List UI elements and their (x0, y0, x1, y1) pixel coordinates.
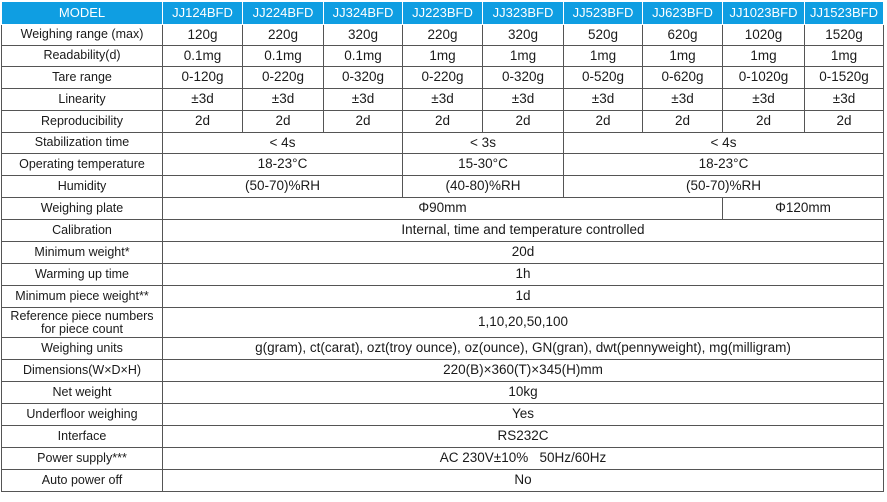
cell-value: < 3s (403, 133, 564, 154)
row-label (2, 308, 163, 338)
row-linearity (2, 89, 884, 111)
row-label: Linearity (2, 89, 163, 111)
cell-value: 1mg (483, 46, 564, 67)
row-label: Net weight (2, 382, 163, 404)
cell-value: 1mg (403, 46, 483, 67)
row-reference-piece-numbers (2, 308, 884, 338)
row-label-line: Reference piece numbers (10, 309, 154, 323)
cell-value: 2d (243, 111, 324, 133)
row-label: Operating temperature (2, 154, 163, 176)
cell-value: 120g (163, 25, 243, 46)
cell-value: 0.1mg (163, 46, 243, 67)
row-label: Weighing plate (2, 198, 163, 220)
cell-value: No (163, 470, 884, 492)
row-stabilization-time (2, 133, 884, 154)
cell-value: 2d (564, 111, 643, 133)
row-label: Weighing units (2, 338, 163, 360)
cell-value: ±3d (403, 89, 483, 111)
cell-value: 1mg (805, 46, 884, 67)
row-reproducibility (2, 111, 884, 133)
cell-value: 0-1520g (805, 67, 884, 89)
row-interface (2, 426, 884, 448)
cell-value: 2d (324, 111, 403, 133)
model-column-header: JJ1023BFD (723, 2, 805, 25)
row-label: Interface (2, 426, 163, 448)
cell-value: 0-1020g (723, 67, 805, 89)
cell-value: 0-520g (564, 67, 643, 89)
model-column-header: JJ223BFD (403, 2, 483, 25)
cell-value: 0.1mg (324, 46, 403, 67)
cell-value: (40-80)%RH (403, 176, 564, 198)
row-label: Calibration (2, 220, 163, 242)
row-net-weight (2, 382, 884, 404)
row-label-line: for piece count (41, 321, 123, 336)
row-label: Readability(d) (2, 46, 163, 67)
cell-value: 220g (243, 25, 324, 46)
model-column-header: JJ124BFD (163, 2, 243, 25)
model-header: MODEL (2, 2, 163, 25)
row-power-supply (2, 448, 884, 470)
row-label: Stabilization time (2, 133, 163, 154)
cell-value: 20d (163, 242, 884, 264)
cell-value: ±3d (564, 89, 643, 111)
cell-value: 1,10,20,50,100 (163, 308, 884, 338)
cell-value: 1mg (643, 46, 723, 67)
row-weighing-units (2, 338, 884, 360)
cell-value: 2d (483, 111, 564, 133)
cell-value: 220g (403, 25, 483, 46)
cell-value: 1h (163, 264, 884, 286)
spec-table (1, 1, 884, 492)
cell-value: ±3d (643, 89, 723, 111)
cell-value: 1d (163, 286, 884, 308)
row-operating-temperature (2, 154, 884, 176)
row-minimum-weight (2, 242, 884, 264)
row-dimensions (2, 360, 884, 382)
cell-value: ±3d (805, 89, 884, 111)
cell-value: 0-220g (403, 67, 483, 89)
cell-value: 620g (643, 25, 723, 46)
cell-value: 320g (324, 25, 403, 46)
cell-value: 520g (564, 25, 643, 46)
model-column-header: JJ523BFD (564, 2, 643, 25)
cell-value: 1mg (723, 46, 805, 67)
cell-value: 18-23°C (163, 154, 403, 176)
cell-value: 0-220g (243, 67, 324, 89)
model-column-header: JJ1523BFD (805, 2, 884, 25)
cell-value: ±3d (163, 89, 243, 111)
row-readability (2, 46, 884, 67)
cell-value: Internal, time and temperature controlled (163, 220, 884, 242)
cell-value: 0-320g (324, 67, 403, 89)
cell-value: 1020g (723, 25, 805, 46)
cell-value: 15-30°C (403, 154, 564, 176)
row-label: Minimum weight* (2, 242, 163, 264)
cell-value: (50-70)%RH (163, 176, 403, 198)
model-column-header: JJ623BFD (643, 2, 723, 25)
cell-value: 0-320g (483, 67, 564, 89)
row-label: Underfloor weighing (2, 404, 163, 426)
cell-value: 320g (483, 25, 564, 46)
cell-value: ±3d (723, 89, 805, 111)
cell-value: 18-23°C (564, 154, 884, 176)
cell-value: ±3d (243, 89, 324, 111)
cell-value: Φ90mm (163, 198, 723, 220)
cell-value: 2d (163, 111, 243, 133)
row-label: Tare range (2, 67, 163, 89)
cell-value: < 4s (564, 133, 884, 154)
cell-value: < 4s (163, 133, 403, 154)
cell-value: 1mg (564, 46, 643, 67)
row-underfloor-weighing (2, 404, 884, 426)
cell-value: 2d (805, 111, 884, 133)
row-minimum-piece-weight (2, 286, 884, 308)
cell-value: 0.1mg (243, 46, 324, 67)
cell-value: AC 230V±10% 50Hz/60Hz (163, 448, 884, 470)
row-label: Power supply*** (2, 448, 163, 470)
row-humidity (2, 176, 884, 198)
cell-value: 10kg (163, 382, 884, 404)
row-label: Humidity (2, 176, 163, 198)
row-tare-range (2, 67, 884, 89)
cell-value: Yes (163, 404, 884, 426)
row-label: Warming up time (2, 264, 163, 286)
row-auto-power-off (2, 470, 884, 492)
cell-value: g(gram), ct(carat), ozt(troy ounce), oz(ounce), GN(gran), dwt(pennyweight), mg(milligram) (163, 338, 884, 360)
model-column-header: JJ324BFD (324, 2, 403, 25)
cell-value: 2d (403, 111, 483, 133)
row-warming-up-time (2, 264, 884, 286)
cell-value: 2d (723, 111, 805, 133)
cell-value: Φ120mm (723, 198, 884, 220)
cell-value: (50-70)%RH (564, 176, 884, 198)
row-label: Auto power off (2, 470, 163, 492)
cell-value: ±3d (324, 89, 403, 111)
row-label: Weighing range (max) (2, 25, 163, 46)
row-label: Dimensions(W×D×H) (2, 360, 163, 382)
row-weighing-range (2, 25, 884, 46)
header-row (2, 2, 884, 25)
cell-value: 0-120g (163, 67, 243, 89)
cell-value: 220(B)×360(T)×345(H)mm (163, 360, 884, 382)
cell-value: 2d (643, 111, 723, 133)
row-weighing-plate (2, 198, 884, 220)
model-column-header: JJ323BFD (483, 2, 564, 25)
cell-value: RS232C (163, 426, 884, 448)
row-label: Reproducibility (2, 111, 163, 133)
model-column-header: JJ224BFD (243, 2, 324, 25)
cell-value: ±3d (483, 89, 564, 111)
cell-value: 0-620g (643, 67, 723, 89)
cell-value: 1520g (805, 25, 884, 46)
row-label: Minimum piece weight** (2, 286, 163, 308)
row-calibration (2, 220, 884, 242)
